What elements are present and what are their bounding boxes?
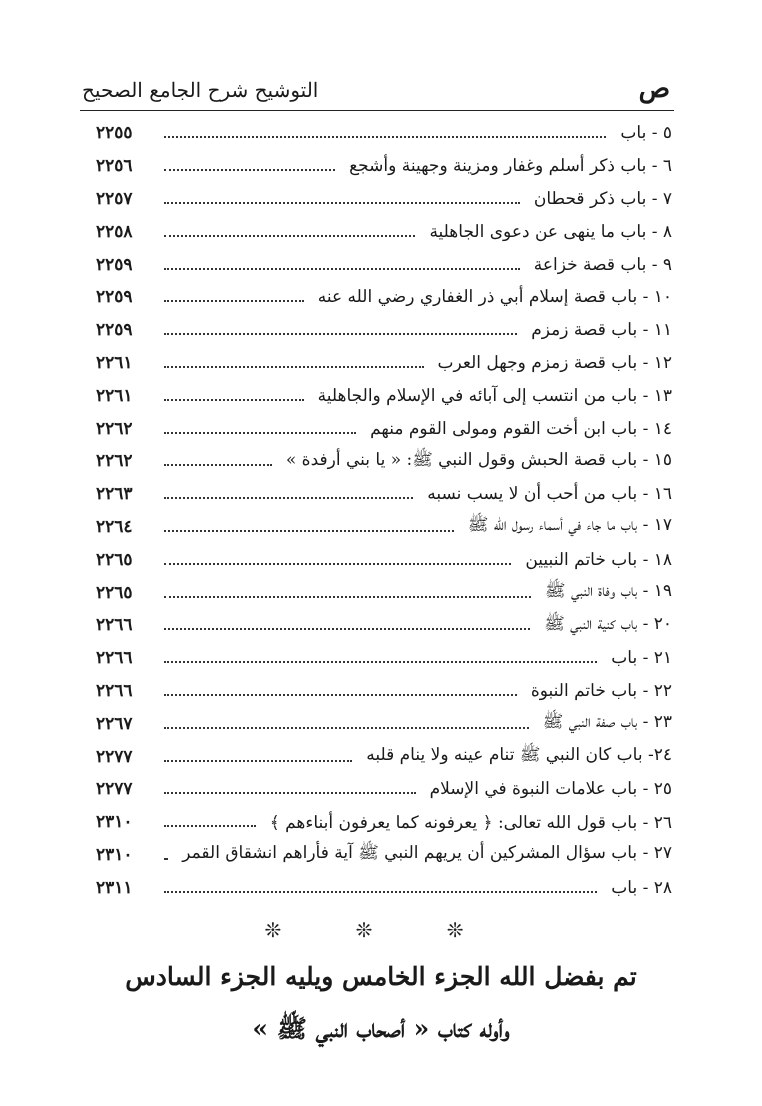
toc-entry-title: ٢٠ - باب كنية النبي ﷺ bbox=[544, 613, 672, 634]
dot-leader bbox=[164, 661, 597, 663]
toc-entry bbox=[96, 150, 672, 183]
toc-entry-title: ١٠ - باب قصة إسلام أبي ذر الغفاري رضي الله عنه bbox=[317, 287, 672, 308]
toc-entry-title: ١٩ - باب وفاة النبي ﷺ bbox=[545, 581, 672, 602]
toc-entry-page-number: ٢٢٧٧ bbox=[96, 746, 133, 767]
toc-entry-title: ١٧ - باب ما جاء في أسماء رسول الله ﷺ bbox=[467, 515, 672, 536]
toc-entry bbox=[96, 740, 672, 773]
toc-entry-page-number: ٢٢٦٥ bbox=[96, 582, 133, 603]
dot-leader bbox=[164, 235, 415, 237]
dot-leader bbox=[164, 530, 454, 532]
header-divider bbox=[80, 110, 674, 111]
toc-entry-page-number: ٢٢٦١ bbox=[96, 352, 133, 373]
toc-entry-page-number: ٢٢٦٤ bbox=[96, 516, 133, 537]
toc-entry bbox=[96, 675, 672, 708]
toc-entry bbox=[96, 412, 672, 445]
dot-leader bbox=[164, 300, 304, 302]
toc-entry-page-number: ٢٢٦٢ bbox=[96, 451, 133, 472]
closing-note-line-2: وأوله كتاب « أصحاب النبي ﷺ » bbox=[252, 1014, 510, 1043]
toc-entry-title: ٢٣ - باب صفة النبي ﷺ bbox=[542, 712, 672, 733]
toc-entry-title: ٦ - باب ذكر أسلم وغفار ومزينة وجهينة وأشجع bbox=[349, 156, 672, 177]
toc-entry bbox=[96, 281, 672, 314]
dot-leader bbox=[164, 825, 256, 827]
toc-entry-title: ٩ - باب قصة خزاعة bbox=[533, 254, 672, 275]
toc-entry-page-number: ٢٢٦٧ bbox=[96, 713, 133, 734]
toc-entry-page-number: ٢٣١٠ bbox=[96, 812, 133, 833]
toc-entry-page-number: ٢٣١١ bbox=[96, 877, 133, 898]
toc-entry bbox=[96, 248, 672, 281]
running-header bbox=[80, 72, 672, 108]
toc-entry-title: ١٣ - باب من انتسب إلى آبائه في الإسلام والجاهلية bbox=[317, 385, 672, 406]
toc-entry-page-number: ٢٢٦٦ bbox=[96, 648, 133, 669]
toc-entry bbox=[96, 183, 672, 216]
toc-entry bbox=[96, 117, 672, 150]
table-of-contents bbox=[96, 117, 672, 904]
toc-entry bbox=[96, 445, 672, 478]
toc-entry bbox=[96, 773, 672, 806]
toc-entry bbox=[96, 806, 672, 839]
page-number-label: ص bbox=[638, 74, 670, 104]
toc-entry-title: ٢٥ - باب علامات النبوة في الإسلام bbox=[429, 779, 672, 800]
toc-entry bbox=[96, 871, 672, 904]
toc-entry-title: ٢٤- باب كان النبي ﷺ تنام عينه ولا ينام قلبه bbox=[366, 745, 672, 766]
toc-entry-page-number: ٢٢٧٧ bbox=[96, 779, 133, 800]
toc-entry-title: ٢٨ - باب bbox=[611, 877, 672, 898]
dot-leader bbox=[164, 333, 517, 335]
toc-entry-page-number: ٢٢٦٦ bbox=[96, 680, 133, 701]
toc-entry bbox=[96, 215, 672, 248]
toc-entry-page-number: ٢٢٥٩ bbox=[96, 287, 133, 308]
toc-entry bbox=[96, 839, 672, 872]
toc-entry-page-number: ٢٣١٠ bbox=[96, 844, 133, 865]
dot-leader bbox=[164, 694, 517, 696]
closing-note-line-1: تم بفضل الله الجزء الخامس ويليه الجزء السادس bbox=[125, 962, 637, 991]
toc-entry-title: ٢٦ - باب قول الله تعالى: ﴿ يعرفونه كما يعرفون أبناءهم ﴾ bbox=[269, 812, 672, 833]
toc-entry bbox=[96, 609, 672, 642]
toc-entry bbox=[96, 576, 672, 609]
book-title: التوشيح شرح الجامع الصحيح bbox=[82, 78, 319, 102]
toc-entry-page-number: ٢٢٥٩ bbox=[96, 254, 133, 275]
toc-entry bbox=[96, 478, 672, 511]
toc-entry-title: ١٥ - باب قصة الحبش وقول النبي ﷺ: « يا بني أرفدة » bbox=[285, 449, 672, 470]
toc-entry-page-number: ٢٢٦٥ bbox=[96, 549, 133, 570]
toc-entry-title: ٢٧ - باب سؤال المشركين أن يريهم النبي ﷺ آية فأراهم انشقاق القمر bbox=[182, 843, 672, 864]
toc-entry-page-number: ٢٢٥٧ bbox=[96, 188, 133, 209]
dot-leader bbox=[164, 792, 416, 794]
dot-leader bbox=[164, 497, 413, 499]
toc-entry-title: ٧ - باب ذكر قحطان bbox=[533, 188, 672, 209]
dot-leader bbox=[164, 858, 168, 860]
dot-leader bbox=[164, 727, 529, 729]
dot-leader bbox=[164, 760, 352, 762]
toc-entry bbox=[96, 707, 672, 740]
toc-entry-title: ١٤ - باب ابن أخت القوم ومولى القوم منهم bbox=[370, 418, 672, 439]
toc-entry-page-number: ٢٢٥٥ bbox=[96, 123, 133, 144]
toc-entry bbox=[96, 379, 672, 412]
toc-entry-title: ١٨ - باب خاتم النبيين bbox=[525, 549, 672, 570]
section-separator: ❊ ❊ ❊ bbox=[264, 918, 498, 942]
toc-entry-title: ١٦ - باب من أحب أن لا يسب نسبه bbox=[427, 484, 672, 505]
toc-entry-title: ٢١ - باب bbox=[611, 648, 672, 669]
dot-leader bbox=[164, 464, 272, 466]
toc-entry bbox=[96, 511, 672, 544]
toc-entry-page-number: ٢٢٦١ bbox=[96, 385, 133, 406]
dot-leader bbox=[164, 268, 520, 270]
toc-entry bbox=[96, 642, 672, 675]
toc-entry-page-number: ٢٢٦٣ bbox=[96, 484, 133, 505]
toc-entry-title: ٢٢ - باب خاتم النبوة bbox=[530, 680, 672, 701]
dot-leader bbox=[164, 628, 530, 630]
toc-entry-page-number: ٢٢٦٢ bbox=[96, 418, 133, 439]
dot-leader bbox=[164, 563, 511, 565]
toc-entry-title: ٨ - باب ما ينهى عن دعوى الجاهلية bbox=[429, 221, 672, 242]
toc-entry bbox=[96, 314, 672, 347]
toc-entry bbox=[96, 347, 672, 380]
dot-leader bbox=[164, 169, 335, 171]
toc-entry-page-number: ٢٢٥٨ bbox=[96, 221, 133, 242]
dot-leader bbox=[164, 432, 356, 434]
toc-entry-title: ١١ - باب قصة زمزم bbox=[531, 320, 672, 341]
toc-entry-title: ٥ - باب bbox=[620, 123, 672, 144]
dot-leader bbox=[164, 399, 304, 401]
toc-entry-page-number: ٢٢٥٩ bbox=[96, 320, 133, 341]
toc-entry bbox=[96, 543, 672, 576]
dot-leader bbox=[164, 891, 597, 893]
dot-leader bbox=[164, 366, 424, 368]
dot-leader bbox=[164, 202, 520, 204]
toc-entry-title: ١٢ - باب قصة زمزم وجهل العرب bbox=[437, 352, 672, 373]
toc-entry-page-number: ٢٢٥٦ bbox=[96, 156, 133, 177]
dot-leader bbox=[164, 136, 606, 138]
toc-entry-page-number: ٢٢٦٦ bbox=[96, 615, 133, 636]
dot-leader bbox=[164, 596, 531, 598]
